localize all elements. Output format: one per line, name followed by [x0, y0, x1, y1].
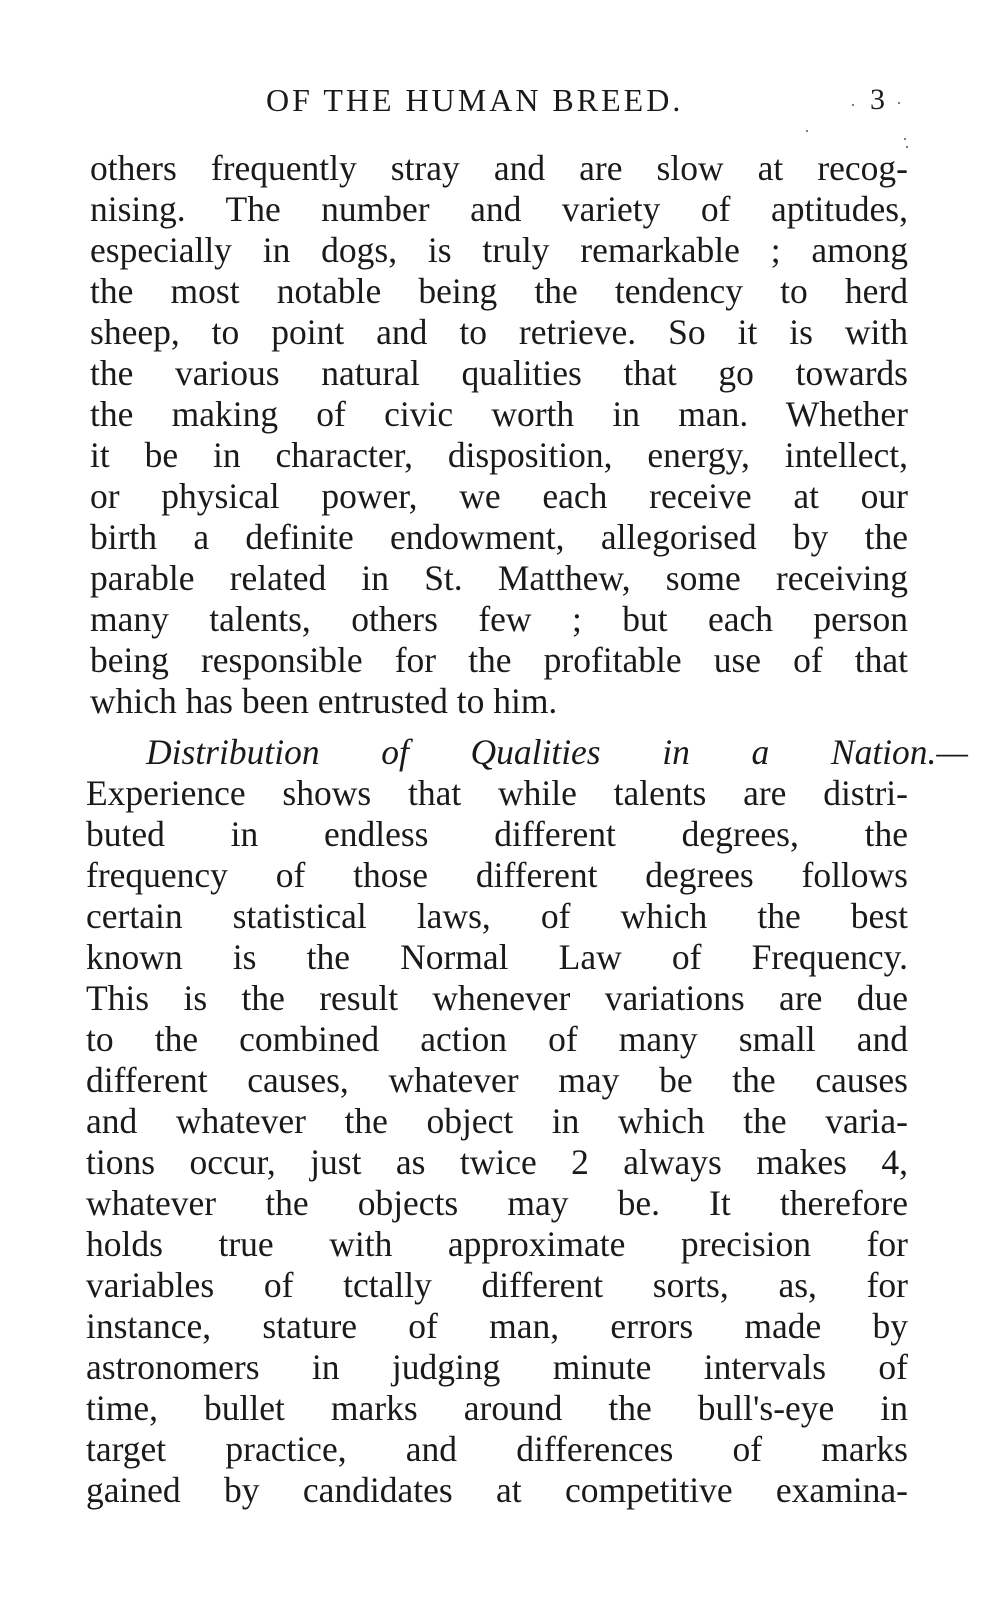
- text-line: which has been entrusted to him.: [90, 681, 558, 721]
- text-line: or physical power, we each receive at our: [90, 476, 908, 516]
- paragraph-continuation: [90, 148, 908, 722]
- text-line: variables of tctally different sorts, as, for: [86, 1265, 908, 1305]
- text-line: to the combined action of many small and: [86, 1019, 908, 1059]
- text-line: Experience shows that while talents are distri-: [86, 773, 908, 813]
- text-line: different causes, whatever may be the causes: [86, 1060, 908, 1100]
- text-line: others frequently stray and are slow at recog-: [90, 148, 908, 188]
- text-line: sheep, to point and to retrieve. So it is with: [90, 312, 908, 352]
- text-line: known is the Normal Law of Frequency.: [86, 937, 908, 977]
- text-line: and whatever the object in which the varia-: [86, 1101, 908, 1141]
- running-head: [0, 78, 1000, 122]
- print-speck: [806, 130, 808, 132]
- text-line: target practice, and differences of marks: [86, 1429, 908, 1469]
- text-line: time, bullet marks around the bull's-eye in: [86, 1388, 908, 1428]
- body-text: [86, 148, 968, 1511]
- text-line: instance, stature of man, errors made by: [86, 1306, 908, 1346]
- text-line: astronomers in judging minute intervals of: [86, 1347, 908, 1387]
- text-line: many talents, others few ; but each person: [90, 599, 908, 639]
- text-line: nising. The number and variety of aptitudes,: [90, 189, 908, 229]
- paragraph-distribution: [86, 732, 968, 1511]
- text-line: the most notable being the tendency to herd: [90, 271, 908, 311]
- text-line: holds true with approximate precision for: [86, 1224, 908, 1264]
- text-line: it be in character, disposition, energy, intellect,: [90, 435, 908, 475]
- print-speck: [852, 104, 854, 106]
- text-line: parable related in St. Matthew, some receiving: [90, 558, 908, 598]
- text-line: certain statistical laws, of which the best: [86, 896, 908, 936]
- running-title: OF THE HUMAN BREED.: [266, 82, 684, 118]
- page-number: 3: [870, 83, 885, 116]
- text-line: especially in dogs, is truly remarkable ; among: [90, 230, 908, 270]
- text-line: tions occur, just as twice 2 always makes 4,: [86, 1142, 908, 1182]
- text-line: whatever the objects may be. It therefore: [86, 1183, 908, 1223]
- text-line: the making of civic worth in man. Whether: [90, 394, 908, 434]
- text-line: the various natural qualities that go towards: [90, 353, 908, 393]
- print-speck: [904, 138, 906, 140]
- text-line: frequency of those different degrees follows: [86, 855, 908, 895]
- text-line: gained by candidates at competitive examina-: [86, 1470, 908, 1510]
- text-line: birth a definite endowment, allegorised by the: [90, 517, 908, 557]
- text-line: buted in endless different degrees, the: [86, 814, 908, 854]
- section-heading-line: [86, 732, 968, 773]
- text-line: This is the result whenever variations are due: [86, 978, 908, 1018]
- print-speck: [898, 102, 900, 104]
- section-heading: Distribution of Qualities in a Nation.—: [146, 732, 968, 772]
- text-line: being responsible for the profitable use of that: [90, 640, 908, 680]
